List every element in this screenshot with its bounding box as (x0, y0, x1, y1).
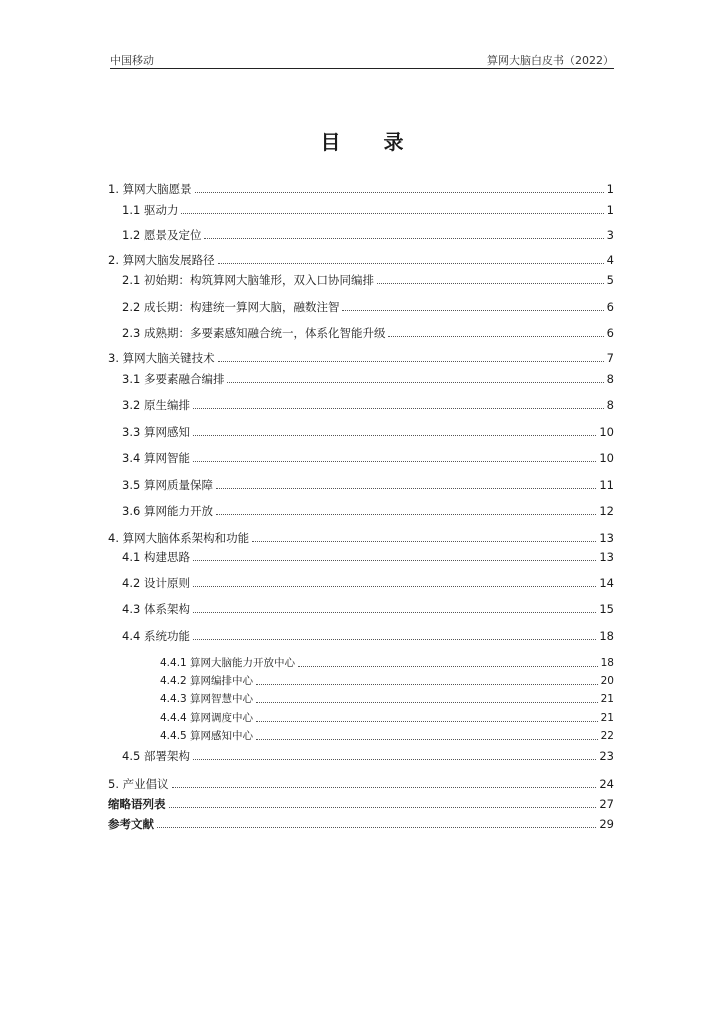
toc-entry-page-number: 29 (599, 817, 614, 831)
dot-leader (172, 787, 597, 788)
toc-entry[interactable] (108, 423, 614, 439)
toc-entry-page-number: 6 (606, 300, 614, 314)
toc-entry-page-number: 10 (599, 451, 614, 465)
toc-entry-page-number: 14 (599, 576, 614, 590)
dot-leader (377, 283, 604, 284)
toc-entry-label: 参考文献 (108, 817, 154, 831)
toc-entry-page-number: 13 (599, 550, 614, 564)
dot-leader (227, 382, 603, 383)
dot-leader (193, 408, 604, 409)
toc-entry-page-number: 11 (599, 478, 614, 492)
dot-leader (193, 461, 596, 462)
toc-entry-page-number: 20 (600, 675, 614, 687)
toc-entry-label: 缩略语列表 (108, 797, 166, 811)
toc-entry-page-number: 6 (606, 326, 614, 340)
toc-entry[interactable] (108, 298, 614, 314)
dot-leader (256, 702, 598, 703)
toc-entry[interactable] (108, 600, 614, 616)
toc-entry[interactable] (108, 476, 614, 492)
toc-entry-label: 2. 算网大脑发展路径 (108, 253, 215, 267)
toc-entry[interactable] (108, 396, 614, 412)
toc-entry-page-number: 18 (599, 629, 614, 643)
toc-entry-page-number: 4 (606, 253, 614, 267)
toc-entry-label: 4.5 部署架构 (122, 749, 190, 763)
toc-entry[interactable] (108, 226, 614, 242)
dot-leader (193, 759, 596, 760)
toc-entry-page-number: 21 (600, 712, 614, 724)
dot-leader (256, 684, 598, 685)
dot-leader (193, 560, 596, 561)
toc-title: 目 录 (320, 130, 422, 154)
toc-entry-label: 4.4.1 算网大脑能力开放中心 (160, 657, 296, 669)
toc-entry[interactable] (108, 271, 614, 287)
dot-leader (252, 541, 596, 542)
dot-leader (342, 310, 603, 311)
toc-entry-label: 4.4.3 算网智慧中心 (160, 693, 254, 705)
toc-entry[interactable] (108, 747, 614, 763)
toc-entry[interactable] (108, 548, 614, 564)
toc-entry-label: 2.2 成长期：构建统一算网大脑，融数注智 (122, 300, 340, 314)
dot-leader (157, 827, 596, 828)
toc-entry-page-number: 18 (600, 657, 614, 669)
toc-entry-page-number: 13 (599, 531, 614, 545)
dot-leader (193, 586, 596, 587)
toc-entry[interactable] (108, 502, 614, 518)
toc-entry-page-number: 15 (599, 602, 614, 616)
toc-entry-page-number: 1 (606, 203, 614, 217)
toc-entry[interactable] (108, 529, 614, 545)
toc-entry-page-number: 5 (606, 273, 614, 287)
toc-entry[interactable] (108, 449, 614, 465)
toc-entry[interactable] (108, 672, 614, 688)
dot-leader (193, 612, 596, 613)
toc-entry[interactable] (108, 201, 614, 217)
header-right-text: 算网大脑白皮书（2022） (487, 54, 614, 67)
toc-entry[interactable] (108, 180, 614, 196)
toc-entry-label: 3.5 算网质量保障 (122, 478, 213, 492)
toc-entry[interactable] (108, 574, 614, 590)
toc-entry-label: 3.3 算网感知 (122, 425, 190, 439)
toc-entry-page-number: 8 (606, 398, 614, 412)
dot-leader (204, 238, 603, 239)
dot-leader (195, 192, 604, 193)
toc-entry[interactable] (108, 690, 614, 706)
toc-entry-label: 4.4.5 算网感知中心 (160, 730, 254, 742)
toc-entry-label: 3.1 多要素融合编排 (122, 372, 225, 386)
toc-entry-page-number: 7 (606, 351, 614, 365)
toc-entry[interactable] (108, 654, 614, 670)
dot-leader (193, 435, 596, 436)
toc-entry-page-number: 8 (606, 372, 614, 386)
dot-leader (298, 666, 598, 667)
toc-entry-page-number: 10 (599, 425, 614, 439)
toc-entry-page-number: 21 (600, 693, 614, 705)
toc-entry-label: 4.4 系统功能 (122, 629, 190, 643)
dot-leader (218, 361, 604, 362)
toc-entry-label: 1. 算网大脑愿景 (108, 182, 192, 196)
toc-entry-page-number: 3 (606, 228, 614, 242)
toc-entry-page-number: 23 (599, 749, 614, 763)
dot-leader (216, 514, 596, 515)
dot-leader (256, 721, 598, 722)
toc-entry-page-number: 12 (599, 504, 614, 518)
toc-entry-label: 4.2 设计原则 (122, 576, 190, 590)
toc-entry-label: 1.1 驱动力 (122, 203, 179, 217)
toc-entry-label: 1.2 愿景及定位 (122, 228, 202, 242)
dot-leader (193, 639, 596, 640)
toc-entry-page-number: 1 (606, 182, 614, 196)
toc-entry-label: 2.3 成熟期：多要素感知融合统一，体系化智能升级 (122, 326, 386, 340)
dot-leader (216, 488, 596, 489)
toc-entry[interactable] (108, 370, 614, 386)
toc-entry-label: 4.1 构建思路 (122, 550, 190, 564)
toc-entry-label: 4. 算网大脑体系架构和功能 (108, 531, 250, 545)
toc-entry[interactable] (108, 709, 614, 725)
dot-leader (181, 213, 603, 214)
toc-entry-label: 3. 算网大脑关键技术 (108, 351, 215, 365)
toc-entry[interactable] (108, 795, 614, 811)
toc-entry-label: 4.4.2 算网编排中心 (160, 675, 254, 687)
toc-entry[interactable] (108, 775, 614, 791)
toc-entry-page-number: 22 (600, 730, 614, 742)
toc-entry-label: 4.3 体系架构 (122, 602, 190, 616)
toc-entry[interactable] (108, 627, 614, 643)
dot-leader (169, 807, 597, 808)
toc-entry-page-number: 24 (599, 777, 614, 791)
toc-entry-label: 3.6 算网能力开放 (122, 504, 213, 518)
page-header (110, 50, 614, 69)
dot-leader (218, 263, 604, 264)
toc-entry[interactable] (108, 324, 614, 340)
toc-entry-label: 4.4.4 算网调度中心 (160, 712, 254, 724)
toc-entry-label: 2.1 初始期：构筑算网大脑雏形，双入口协同编排 (122, 273, 374, 287)
toc-entry[interactable] (108, 727, 614, 743)
toc-entry-page-number: 27 (599, 797, 614, 811)
toc-entry[interactable] (108, 349, 614, 365)
toc-entry-label: 5. 产业倡议 (108, 777, 169, 791)
dot-leader (256, 739, 598, 740)
toc-entry-label: 3.4 算网智能 (122, 451, 190, 465)
dot-leader (388, 336, 603, 337)
toc-entry[interactable] (108, 815, 614, 831)
toc-entry[interactable] (108, 251, 614, 267)
toc-entry-label: 3.2 原生编排 (122, 398, 190, 412)
header-left-text: 中国移动 (110, 54, 154, 67)
